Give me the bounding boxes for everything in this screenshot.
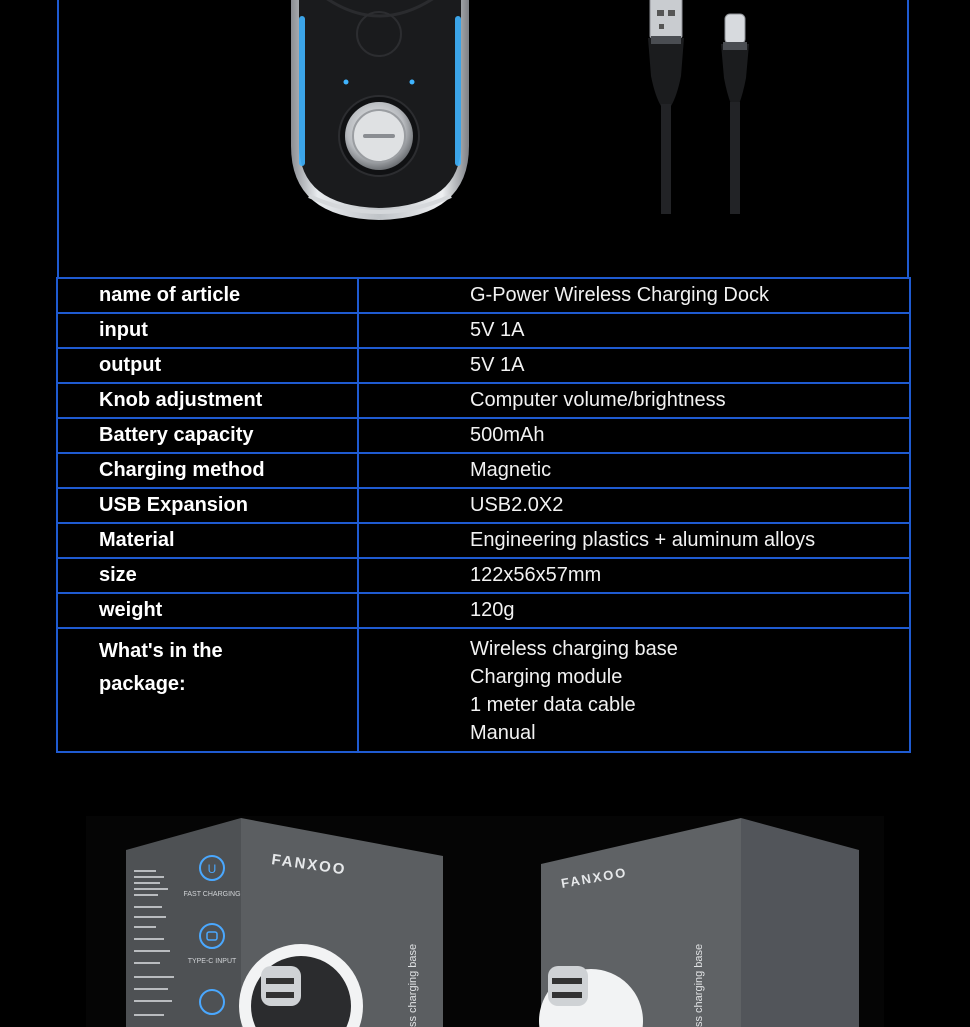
spec-value: Computer volume/brightness (358, 383, 910, 418)
package-items (358, 628, 910, 752)
spec-value: 122x56x57mm (358, 558, 910, 593)
typec-input-text: TYPE-C INPUT (187, 958, 237, 965)
side-text-right: ss charging base (693, 943, 705, 1027)
spec-row-name (57, 278, 910, 313)
charging-dock-image (289, 0, 474, 226)
spec-label: weight (57, 593, 358, 628)
svg-text:U: U (207, 862, 217, 876)
spec-value: G-Power Wireless Charging Dock (358, 278, 910, 313)
spec-row-output (57, 348, 910, 383)
spec-label: Charging method (57, 453, 358, 488)
spec-row-weight (57, 593, 910, 628)
spec-row-charging (57, 453, 910, 488)
package-item: Wireless charging base (470, 638, 678, 660)
spec-value: Engineering plastics + aluminum alloys (358, 523, 910, 558)
package-item: Charging module (470, 666, 623, 688)
packaging-boxes-image (86, 816, 884, 1027)
spec-row-battery (57, 418, 910, 453)
spec-value: Magnetic (358, 453, 910, 488)
spec-label: input (57, 313, 358, 348)
spec-label: name of article (57, 278, 358, 313)
product-image-frame (57, 0, 909, 279)
usb-cable-image (643, 0, 753, 221)
spec-row-usb (57, 488, 910, 523)
spec-label: USB Expansion (57, 488, 358, 523)
brand-logo-left: FANXOO (270, 851, 348, 879)
packaging-image (86, 816, 884, 1027)
package-label-line: What's in the (99, 640, 223, 662)
package-label-line: package: (99, 673, 186, 695)
spec-row-size (57, 558, 910, 593)
spec-label: Knob adjustment (57, 383, 358, 418)
spec-value: 120g (358, 593, 910, 628)
fast-charging-text: FAST CHARGING (183, 891, 241, 898)
spec-label: Material (57, 523, 358, 558)
package-item: Manual (470, 722, 536, 744)
spec-value: 5V 1A (358, 348, 910, 383)
spec-label: output (57, 348, 358, 383)
package-label (57, 628, 358, 752)
spec-row-input (57, 313, 910, 348)
spec-value: 500mAh (358, 418, 910, 453)
side-text-left: ss charging base (407, 943, 419, 1027)
spec-label: size (57, 558, 358, 593)
spec-row-knob (57, 383, 910, 418)
package-item: 1 meter data cable (470, 694, 636, 716)
spec-table (56, 277, 911, 753)
spec-value: 5V 1A (358, 313, 910, 348)
spec-label: Battery capacity (57, 418, 358, 453)
spec-row-package (57, 628, 910, 752)
brand-logo-right: FANXOO (559, 864, 629, 891)
spec-value: USB2.0X2 (358, 488, 910, 523)
spec-row-material (57, 523, 910, 558)
